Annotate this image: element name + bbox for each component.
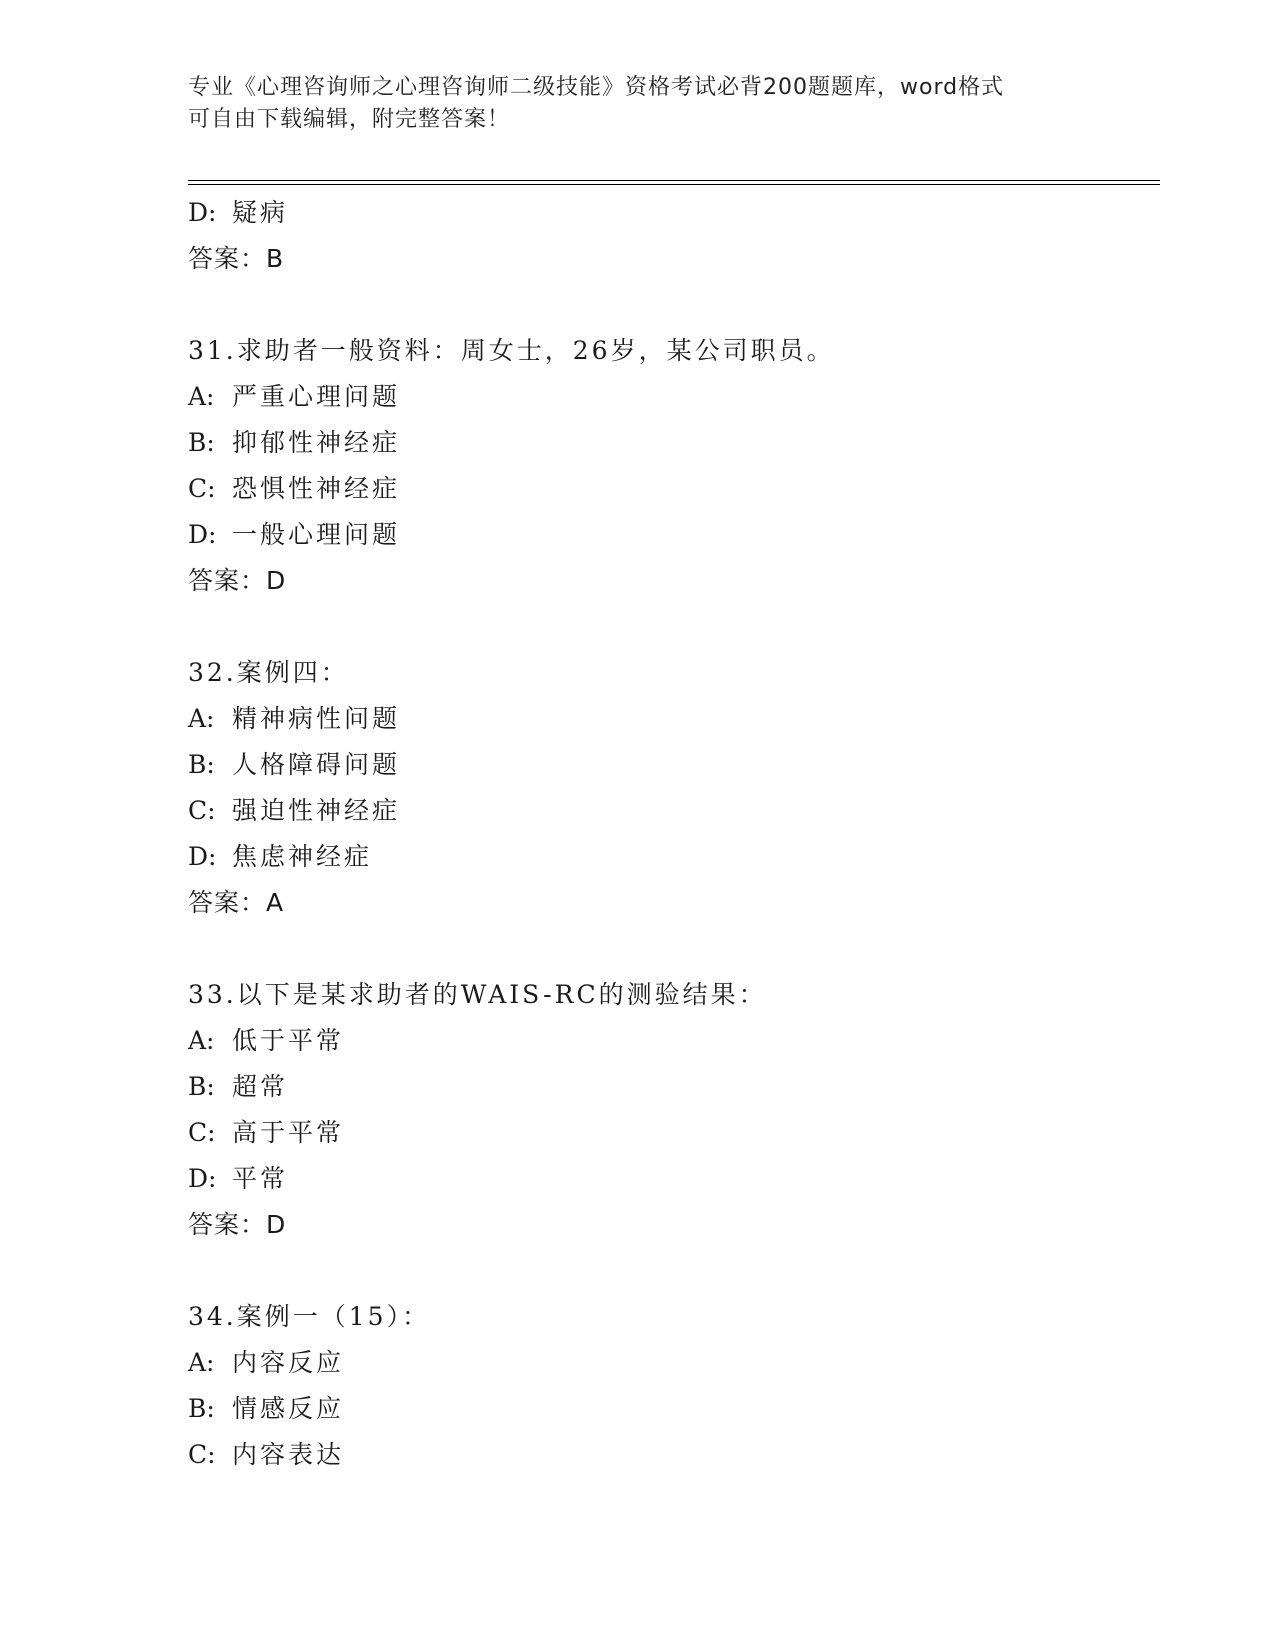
option-text: 内容表达 bbox=[232, 1440, 345, 1469]
option-row bbox=[188, 1432, 1158, 1478]
answer-line: 答案：A bbox=[188, 888, 285, 917]
header-divider-top bbox=[188, 180, 1160, 181]
option-row bbox=[188, 1340, 1158, 1386]
header-line-2: 可自由下载编辑，附完整答案！ bbox=[188, 107, 511, 132]
option-key: C: bbox=[188, 1440, 216, 1469]
option-key: D: bbox=[188, 1164, 217, 1193]
answer-line: 答案：D bbox=[188, 566, 287, 595]
answer-line: 答案：D bbox=[188, 1210, 287, 1239]
option-row bbox=[188, 788, 1158, 834]
document-header bbox=[188, 72, 1068, 136]
option-text: 强迫性神经症 bbox=[232, 796, 401, 825]
spacer bbox=[188, 604, 1158, 650]
option-row bbox=[188, 742, 1158, 788]
option-row bbox=[188, 696, 1158, 742]
option-row bbox=[188, 1110, 1158, 1156]
header-divider-bottom bbox=[188, 184, 1160, 185]
spacer bbox=[188, 1248, 1158, 1294]
header-line-1: 专业《心理咨询师之心理咨询师二级技能》资格考试必背200题题库，word格式 bbox=[188, 75, 1005, 100]
option-row bbox=[188, 512, 1158, 558]
option-key: A: bbox=[188, 382, 215, 411]
option-text: 疑病 bbox=[232, 198, 289, 227]
option-key: C: bbox=[188, 796, 216, 825]
option-key: C: bbox=[188, 474, 216, 503]
option-text: 焦虑神经症 bbox=[232, 842, 373, 871]
option-row bbox=[188, 1018, 1158, 1064]
option-key: D: bbox=[188, 842, 217, 871]
option-key: B: bbox=[188, 428, 215, 457]
question-stem: 31.求助者一般资料：周女士，26岁，某公司职员。 bbox=[188, 336, 835, 365]
option-key: A: bbox=[188, 704, 215, 733]
option-text: 抑郁性神经症 bbox=[232, 428, 401, 457]
option-text: 恐惧性神经症 bbox=[232, 474, 401, 503]
option-text: 高于平常 bbox=[232, 1118, 345, 1147]
option-key: A: bbox=[188, 1026, 215, 1055]
option-row bbox=[188, 190, 1158, 236]
option-key: D: bbox=[188, 198, 217, 227]
answer-line: 答案：B bbox=[188, 244, 285, 273]
option-text: 一般心理问题 bbox=[232, 520, 401, 549]
spacer bbox=[188, 926, 1158, 972]
option-text: 严重心理问题 bbox=[232, 382, 401, 411]
option-text: 超常 bbox=[232, 1072, 289, 1101]
option-row bbox=[188, 374, 1158, 420]
option-key: D: bbox=[188, 520, 217, 549]
question-stem: 34.案例一（15）： bbox=[188, 1302, 431, 1331]
option-text: 内容反应 bbox=[232, 1348, 345, 1377]
option-key: B: bbox=[188, 1394, 215, 1423]
option-text: 情感反应 bbox=[232, 1394, 345, 1423]
option-key: C: bbox=[188, 1118, 216, 1147]
option-key: B: bbox=[188, 1072, 215, 1101]
question-stem: 32.案例四： bbox=[188, 658, 349, 687]
option-row bbox=[188, 420, 1158, 466]
spacer bbox=[188, 282, 1158, 328]
option-row bbox=[188, 1064, 1158, 1110]
question-stem: 33.以下是某求助者的WAIS-RC的测验结果： bbox=[188, 980, 767, 1009]
option-row bbox=[188, 1386, 1158, 1432]
option-row bbox=[188, 466, 1158, 512]
question-list bbox=[188, 190, 1158, 1478]
option-text: 精神病性问题 bbox=[232, 704, 401, 733]
option-text: 人格障碍问题 bbox=[232, 750, 401, 779]
option-row bbox=[188, 1156, 1158, 1202]
option-text: 平常 bbox=[232, 1164, 289, 1193]
option-key: B: bbox=[188, 750, 215, 779]
option-row bbox=[188, 834, 1158, 880]
option-text: 低于平常 bbox=[232, 1026, 345, 1055]
option-key: A: bbox=[188, 1348, 215, 1377]
